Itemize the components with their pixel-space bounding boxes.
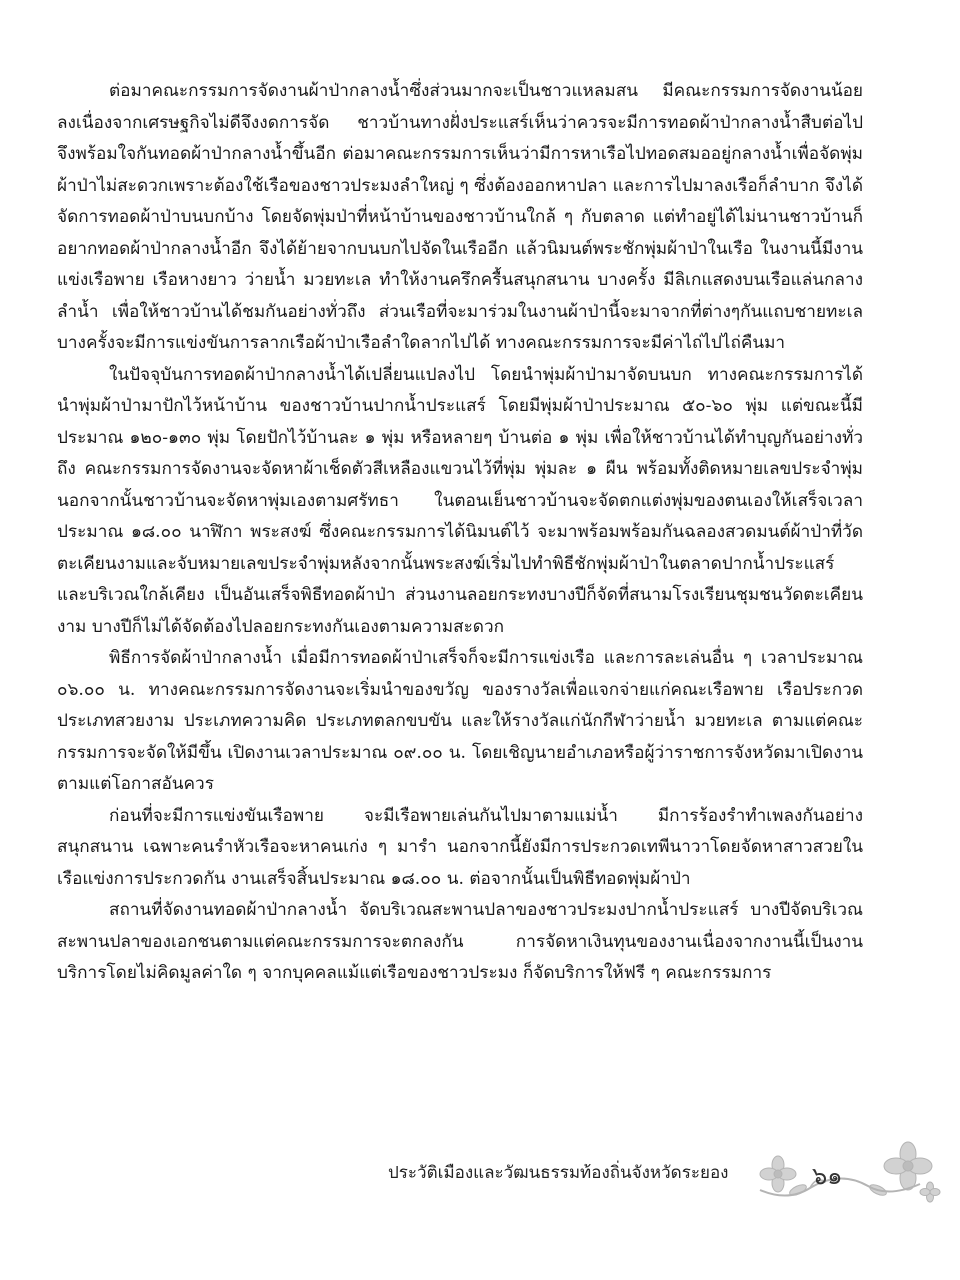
flower-vine-icon — [748, 1140, 948, 1220]
paragraph-3: พิธีการจัดผ้าป่ากลางน้ำ เมื่อมีการทอดผ้าป่าเสร็จก็จะมีการแข่งเรือ และการละเล่นอื่น ๆ เวลาประมาณ ๐๖.๐๐ น. ทางคณะกรรมการจัดงานจะเริ่มนำของขวัญ ของรางวัลเพื่อแจกจ่ายแก่คณะเรือพาย เรือประกวด ประเภทสวยงาม ประเภทความคิด ประเภทตลกขบขัน และให้รางวัลแก่นักกีฬาว่ายน้ำ มวยทะเล ตามแต่คณะกรรมการจะจัดให้มีขึ้น เปิดงานเวลาประมาณ ๐๙.๐๐ น. โดยเชิญนายอำเภอหรือผู้ว่าราชการจังหวัดมาเปิดงานตามแต่โอกาสอันควร — [57, 648, 863, 794]
page-footer — [0, 1140, 960, 1220]
body-text — [57, 76, 863, 990]
page-number: ๖๑ — [812, 1162, 843, 1190]
paragraph-5: สถานที่จัดงานทอดผ้าป่ากลางน้ำ จัดบริเวณสะพานปลาของชาวประมงปากน้ำประแสร์ บางปีจัดบริเวณสะพานปลาของเอกชนตามแต่คณะกรรมการจะตกลงกัน การจัดหาเงินทุนของงานเนื่องจากงานนี้เป็นงานบริการโดยไม่คิดมูลค่าใด ๆ จากบุคคลแม้แต่เรือของชาวประมง ก็จัดบริการให้ฟรี ๆ คณะกรรมการ — [57, 900, 863, 983]
paragraph-1: ต่อมาคณะกรรมการจัดงานผ้าป่ากลางน้ำซึ่งส่วนมากจะเป็นชาวแหลมสน มีคณะกรรมการจัดงานน้อยลงเนื่องจากเศรษฐกิจไม่ดีจึงงดการจัด ชาวบ้านทางฝั่งประแสร์เห็นว่าควรจะมีการทอดผ้าป่ากลางน้ำสืบต่อไป จึงพร้อมใจกันทอดผ้าป่ากลางน้ำขึ้นอีก ต่อมาคณะกรรมการเห็นว่ามีการหาเรือไปทอดสมออยู่กลางน้ำเพื่อจัดพุ่มผ้าป่าไม่สะดวกเพราะต้องใช้เรือของชาวประมงลำใหญ่ ๆ ซึ่งต้องออกหาปลา และการไปมาลงเรือก็ลำบาก จึงได้จัดการทอดผ้าป่าบนบกบ้าง โดยจัดพุ่มป่าที่หน้าบ้านของชาวบ้านใกล้ ๆ กับตลาด แต่ทำอยู่ได้ไม่นานชาวบ้านก็อยากทอดผ้าป่ากลางน้ำอีก จึงได้ย้ายจากบนบกไปจัดในเรืออีก แล้วนิมนต์พระชักพุ่มผ้าป่าในเรือ ในงานนี้มีงานแข่งเรือพาย เรือหางยาว ว่ายน้ำ มวยทะเล ทำให้งานครึกครื้นสนุกสนาน บางครั้ง มีลิเกแสดงบนเรือแล่นกลางลำน้ำ เพื่อให้ชาวบ้านได้ชมกันอย่างทั่วถึง ส่วนเรือที่จะมาร่วมในงานผ้าป่านี้จะมาจากที่ต่างๆกันแถบชายทะเล บางครั้งจะมีการแข่งขันการลากเรือผ้าป่าเรือลำใดลากไปได้ ทางคณะกรรมการจะมีค่าไถ่ไปไถ่คืนมา — [57, 81, 863, 353]
paragraph-4: ก่อนที่จะมีการแข่งขันเรือพาย จะมีเรือพายเล่นกันไปมาตามแม่น้ำ มีการร้องรำทำเพลงกันอย่างสนุกสนาน เฉพาะคนรำหัวเรือจะหาคนเก่ง ๆ มารำ นอกจากนี้ยังมีการประกวดเทพีนาวาโดยจัดหาสาวสวยในเรือแข่งการประกวดกัน งานเสร็จสิ้นประมาณ ๑๘.๐๐ น. ต่อจากนั้นเป็นพิธีทอดพุ่มผ้าป่า — [57, 805, 863, 889]
book-title: ประวัติเมืองและวัฒนธรรมท้องถิ่นจังหวัดระยอง — [388, 1163, 729, 1183]
paragraph-2: ในปัจจุบันการทอดผ้าป่ากลางน้ำได้เปลี่ยนแปลงไป โดยนำพุ่มผ้าป่ามาจัดบนบก ทางคณะกรรมการได้นำพุ่มผ้าป่ามาปักไว้หน้าบ้าน ของชาวบ้านปากน้ำประแสร์ โดยมีพุ่มผ้าป่าประมาณ ๕๐-๖๐ พุ่ม แต่ขณะนี้มีประมาณ ๑๒๐-๑๓๐ พุ่ม โดยปักไว้บ้านละ ๑ พุ่ม หรือหลายๆ บ้านต่อ ๑ พุ่ม เพื่อให้ชาวบ้านได้ทำบุญกันอย่างทั่วถึง คณะกรรมการจัดงานจะจัดหาผ้าเช็ดตัวสีเหลืองแขวนไว้ที่พุ่ม พุ่มละ ๑ ผืน พร้อมทั้งติดหมายเลขประจำพุ่ม นอกจากนั้นชาวบ้านจะจัดหาพุ่มเองตามศรัทธา ในตอนเย็นชาวบ้านจะจัดตกแต่งพุ่มของตนเองให้เสร็จเวลาประมาณ ๑๘.๐๐ นาฬิกา พระสงฆ์ ซึ่งคณะกรรมการได้นิมนต์ไว้ จะมาพร้อมพร้อมกันฉลองสวดมนต์ผ้าป่าที่วัดตะเคียนงามและจับหมายเลขประจำพุ่มหลังจากนั้นพระสงฆ์เริ่มไปทำพิธีชักพุ่มผ้าป่าในตลาดปากน้ำประแสร์และบริเวณใกล้เคียง เป็นอันเสร็จพิธีทอดผ้าป่า ส่วนงานลอยกระทงบางปีก็จัดที่สนามโรงเรียนชุมชนวัดตะเคียนงาม บางปีก็ไม่ได้จัดต้องไปลอยกระทงกันเองตามความสะดวก — [57, 364, 863, 637]
